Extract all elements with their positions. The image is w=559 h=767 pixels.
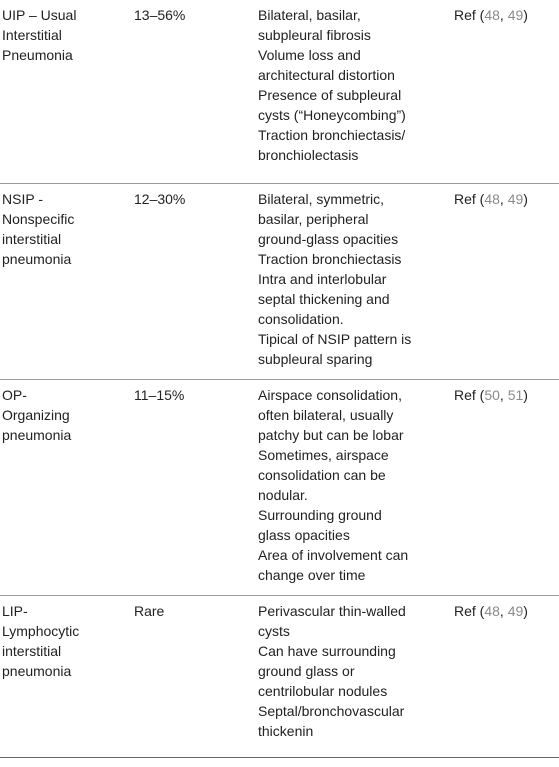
frequency-cell: 12–30%: [134, 191, 186, 207]
finding-line: cysts (“Honeycombing”): [258, 107, 406, 123]
finding-line: patchy but can be lobar: [258, 427, 404, 443]
pattern-line: Pneumonia: [2, 47, 73, 63]
findings-cell: [258, 5, 406, 165]
ref-separator: ,: [499, 7, 508, 23]
finding-line: Bilateral, basilar,: [258, 7, 361, 23]
ref-prefix: Ref (: [454, 603, 485, 619]
finding-line: Perivascular thin-walled: [258, 603, 406, 619]
finding-line: Intra and interlobular: [258, 271, 387, 287]
pattern-cell: [2, 601, 79, 681]
ref-suffix: ): [523, 191, 528, 207]
pattern-line: pneumonia: [2, 663, 72, 679]
ref-cell: [454, 601, 528, 621]
pattern-line: Organizing: [2, 407, 70, 423]
finding-line: Traction bronchiectasis/: [258, 127, 406, 143]
finding-line: subpleural fibrosis: [258, 27, 371, 43]
table-row: [0, 380, 559, 596]
ref-suffix: ): [523, 7, 528, 23]
finding-line: Bilateral, symmetric,: [258, 191, 385, 207]
pattern-line: NSIP -: [2, 191, 43, 207]
ref-separator: ,: [499, 191, 508, 207]
table-row: [0, 184, 559, 380]
pattern-line: Lymphocytic: [2, 623, 80, 639]
frequency-cell: 11–15%: [134, 387, 185, 403]
finding-line: nodular.: [258, 487, 308, 503]
findings-cell: [258, 189, 411, 369]
finding-line: Surrounding ground: [258, 507, 382, 523]
frequency-cell: 13–56%: [134, 7, 186, 23]
finding-line: Area of involvement can: [258, 547, 409, 563]
ref-suffix: ): [523, 387, 528, 403]
finding-line: bronchiolectasis: [258, 147, 359, 163]
frequency-cell: Rare: [134, 603, 165, 619]
pattern-line: interstitial: [2, 231, 62, 247]
ref-link[interactable]: 50: [484, 387, 500, 403]
ref-separator: ,: [499, 387, 508, 403]
finding-line: Septal/bronchovascular: [258, 703, 405, 719]
finding-line: thickenin: [258, 723, 314, 739]
finding-line: basilar, peripheral: [258, 211, 369, 227]
ref-prefix: Ref (: [454, 387, 485, 403]
findings-cell: [258, 601, 406, 741]
finding-line: glass opacities: [258, 527, 350, 543]
pattern-line: pneumonia: [2, 427, 72, 443]
finding-line: Airspace consolidation,: [258, 387, 402, 403]
finding-line: architectural distortion: [258, 67, 395, 83]
ref-link[interactable]: 48: [484, 603, 500, 619]
finding-line: ground-glass opacities: [258, 231, 399, 247]
table-row: [0, 596, 559, 758]
finding-line: change over time: [258, 567, 366, 583]
ref-suffix: ): [523, 603, 528, 619]
finding-line: ground glass or: [258, 663, 355, 679]
ref-cell: [454, 5, 528, 25]
finding-line: Can have surrounding: [258, 643, 396, 659]
ref-separator: ,: [499, 603, 508, 619]
pattern-line: Interstitial: [2, 27, 62, 43]
pattern-line: UIP – Usual: [2, 7, 77, 23]
ref-prefix: Ref (: [454, 7, 485, 23]
ref-link[interactable]: 49: [507, 7, 524, 23]
pattern-line: Nonspecific: [2, 211, 75, 227]
table-row: [0, 0, 559, 184]
ref-link[interactable]: 49: [507, 191, 524, 207]
finding-line: septal thickening and: [258, 291, 390, 307]
pattern-line: interstitial: [2, 643, 62, 659]
ref-cell: [454, 189, 528, 209]
ref-link[interactable]: 49: [507, 603, 524, 619]
finding-line: consolidation.: [258, 311, 344, 327]
ref-link[interactable]: 48: [484, 191, 500, 207]
finding-line: Presence of subpleural: [258, 87, 402, 103]
finding-line: often bilateral, usually: [258, 407, 394, 423]
finding-line: cysts: [258, 623, 290, 639]
pattern-line: LIP-: [2, 603, 28, 619]
finding-line: Tipical of NSIP pattern is: [258, 331, 412, 347]
ref-cell: [454, 385, 528, 405]
finding-line: Volume loss and: [258, 47, 361, 63]
pattern-line: OP-: [2, 387, 27, 403]
finding-line: consolidation can be: [258, 467, 386, 483]
findings-cell: [258, 385, 408, 585]
pattern-cell: [2, 385, 71, 445]
finding-line: Sometimes, airspace: [258, 447, 389, 463]
pattern-cell: [2, 189, 74, 269]
ref-link[interactable]: 48: [484, 7, 500, 23]
ref-link[interactable]: 51: [507, 387, 524, 403]
finding-line: subpleural sparing: [258, 351, 373, 367]
pattern-line: pneumonia: [2, 251, 72, 267]
pattern-cell: [2, 5, 76, 65]
finding-line: Traction bronchiectasis: [258, 251, 402, 267]
finding-line: centrilobular nodules: [258, 683, 388, 699]
ref-prefix: Ref (: [454, 191, 485, 207]
